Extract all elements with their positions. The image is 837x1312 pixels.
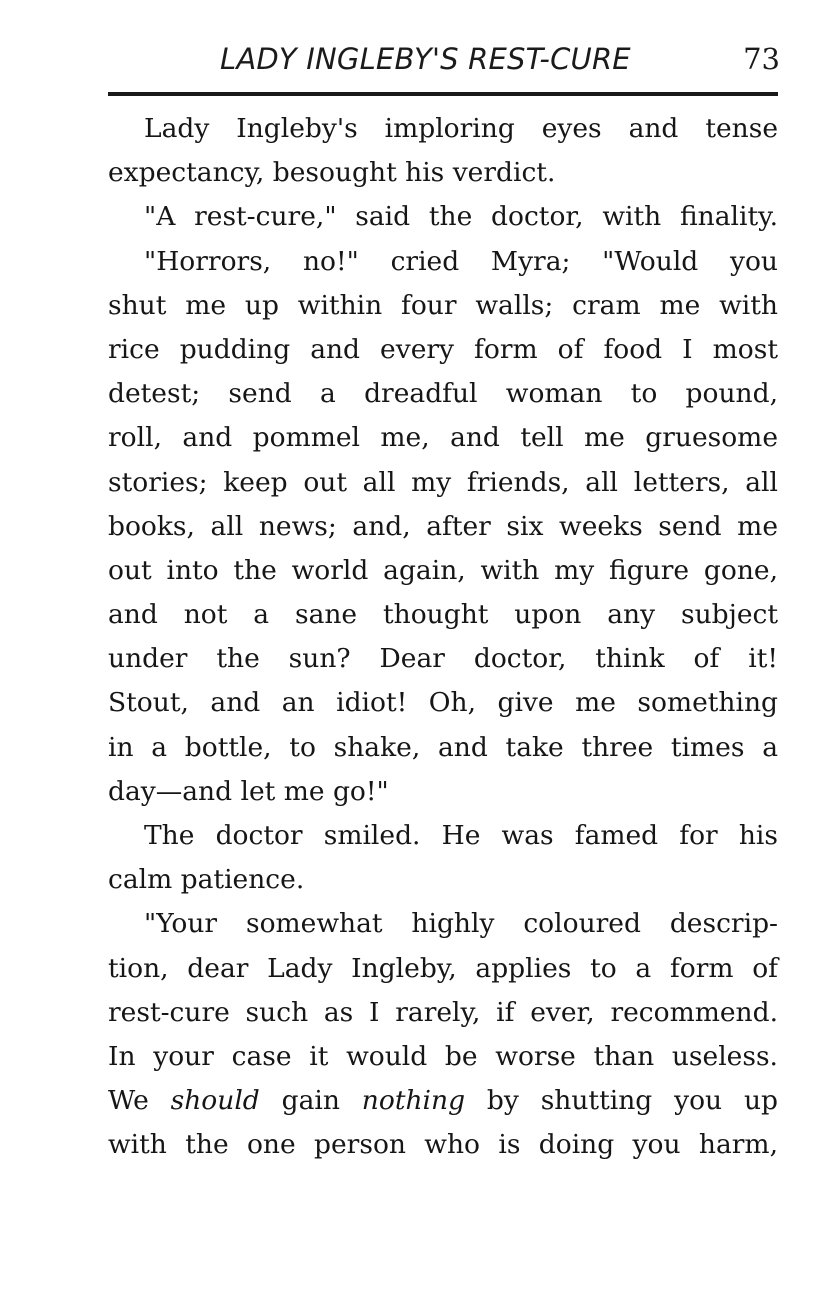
text-line: roll, and pommel me, and tell me gruesome — [108, 422, 778, 454]
text-line-with-emphasis — [108, 1079, 778, 1123]
italic-emphasis: nothing — [361, 1085, 466, 1117]
text-line: "Horrors, no!" cried Myra; "Would you — [144, 245, 778, 277]
text-line: Stout, and an idiot! Oh, give me something — [108, 687, 778, 719]
text-line: books, all news; and, after six weeks send me — [108, 510, 778, 542]
text-line: in a bottle, to shake, and take three times a — [108, 731, 778, 763]
text-line: rest-cure such as I rarely, if ever, recommend. — [108, 996, 778, 1028]
text-line: expectancy, besought his verdict. — [108, 157, 556, 189]
text-line: with the one person who is doing you harm, — [108, 1129, 778, 1161]
text-line: shut me up within four walls; cram me with — [108, 289, 778, 321]
text-segment: gain — [259, 1085, 362, 1117]
text-line: "Your somewhat highly coloured descrip- — [144, 908, 778, 940]
text-line: detest; send a dreadful woman to pound, — [108, 378, 778, 410]
text-line: out into the world again, with my figure gone, — [108, 554, 778, 586]
text-line: rice pudding and every form of food I most — [108, 333, 778, 365]
text-segment: by shutting you up — [465, 1085, 778, 1117]
text-line: stories; keep out all my friends, all letters, all — [108, 466, 778, 498]
text-line: day—and let me go!" — [108, 775, 389, 807]
text-line: calm patience. — [108, 864, 305, 896]
text-line: tion, dear Lady Ingleby, applies to a form of — [108, 952, 778, 984]
text-line: under the sun? Dear doctor, think of it! — [108, 643, 778, 675]
text-line: Lady Ingleby's imploring eyes and tense — [144, 113, 778, 144]
running-head-title: LADY INGLEBY'S REST-CURE — [220, 42, 631, 76]
text-line: In your case it would be worse than useless. — [108, 1040, 778, 1072]
header-rule — [108, 92, 778, 96]
page-number: 73 — [743, 42, 780, 76]
running-head — [108, 40, 780, 84]
text-line: The doctor smiled. He was famed for his — [144, 820, 778, 851]
text-line: and not a sane thought upon any subject — [108, 599, 778, 631]
italic-emphasis: should — [170, 1085, 260, 1117]
text-segment: We — [108, 1085, 171, 1117]
body-text — [108, 107, 778, 1168]
text-line: "A rest-cure," said the doctor, with finality. — [144, 201, 778, 233]
